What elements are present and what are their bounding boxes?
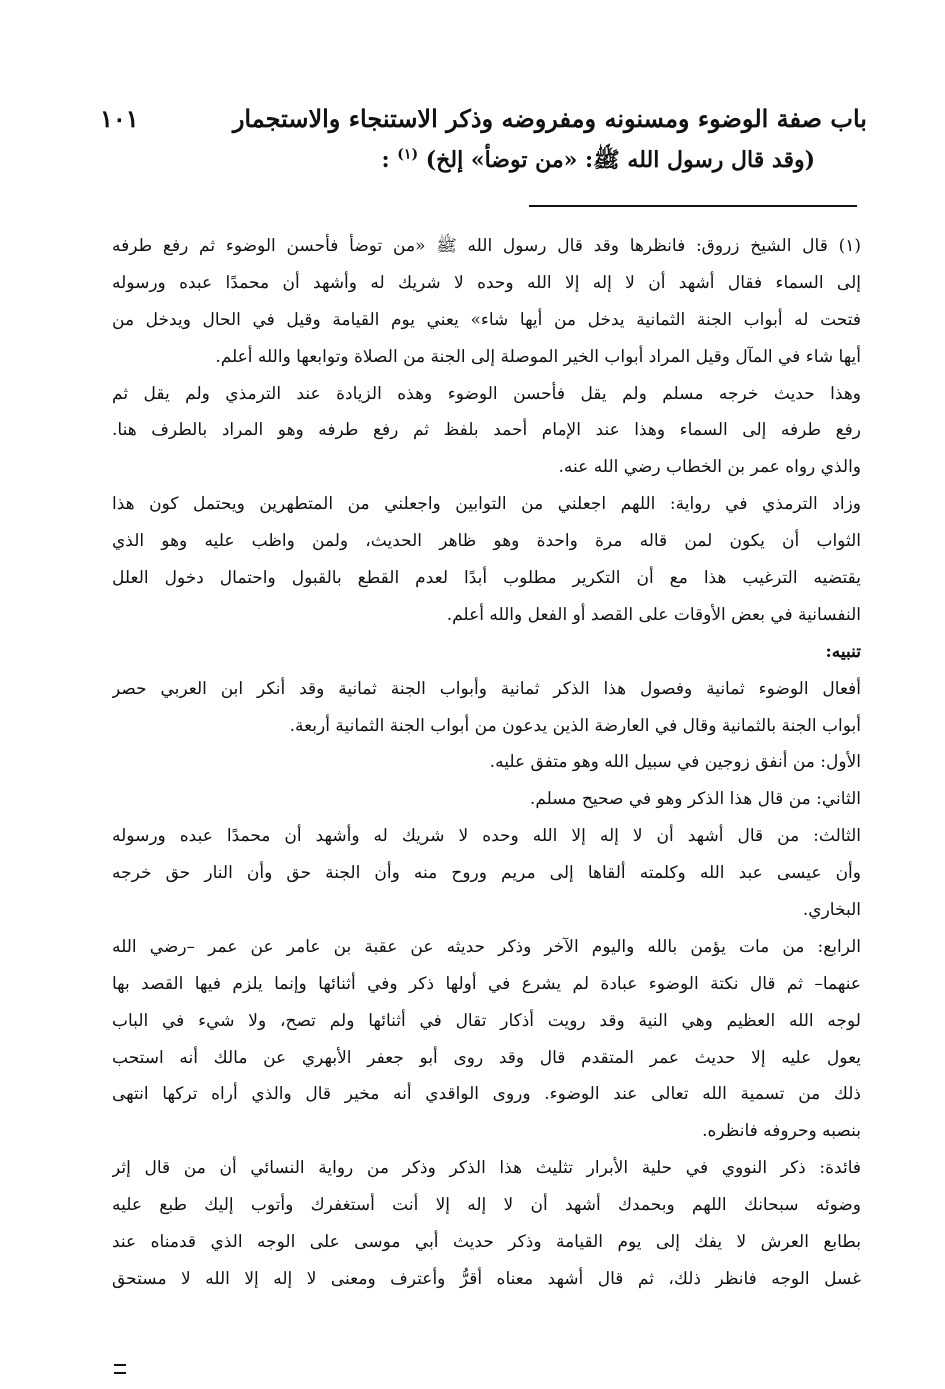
footnote-line: فتحت له أبواب الجنة الثمانية يدخل من أيها شاء» يعني يوم القيامة وقيل في الحال ويدخل من bbox=[112, 309, 861, 330]
footnote-line: ذلك من تسمية الله تعالى عند الوضوء. وروى الواقدي أنه مخير قال والذي أراه تركها انتهى bbox=[112, 1084, 861, 1105]
footnote-line: البخاري. bbox=[802, 900, 861, 921]
footnote-line: النفسانية في بعض الأوقات على القصد أو الفعل والله أعلم. bbox=[446, 604, 861, 625]
running-title: باب صفة الوضوء ومسنونه ومفروضه وذكر الاستنجاء والاستجمار bbox=[232, 103, 867, 133]
page-header bbox=[100, 98, 867, 138]
footnote-line: الثواب أن يكون لمن قاله مرة واحدة وهو ظاهر الحديث، ولمن واظب عليه وهو الذي bbox=[112, 531, 861, 552]
footnote-line: الثالث: من قال أشهد أن لا إله إلا الله وحده لا شريك له وأشهد أن محمدًا عبده ورسوله bbox=[112, 826, 861, 847]
footnote-line: (١) قال الشيخ زروق: فانظرها وقد قال رسول الله ﷺ «من توضأ فأحسن الوضوء ثم رفع طرفه bbox=[112, 236, 861, 256]
footnote-line: غسل الوجه فانظر ذلك، ثم قال أشهد معناه أقرُّ وأعترف ومعنى لا إله إلا الله لا مستحق bbox=[112, 1268, 861, 1289]
footnote-line: يعول عليه إلا حديث عمر المتقدم قال وقد روى أبو جعفر الأبهري عن مالك أنه استحب bbox=[112, 1047, 861, 1068]
footnote-line: إلى السماء فقال أشهد أن لا إله إلا الله وحده لا شريك له وأشهد أن محمدًا عبده ورسوله bbox=[112, 272, 861, 293]
footnote-line: وأن عيسى عبد الله وكلمته ألقاها إلى مريم وروح منه وأن الجنة حق وأن النار حق خرجه bbox=[112, 863, 861, 884]
footnote-line: أبواب الجنة بالثمانية وقال في العارضة الذين يدعون من أبواب الجنة الثمانية أربعة. bbox=[289, 715, 861, 736]
footnote-line: فائدة: ذكر النووي في حلية الأبرار تثليث هذا الذكر وذكر من رواية النسائي أن من قال إثر bbox=[112, 1158, 861, 1179]
footnote-line: وزاد الترمذي في رواية: اللهم اجعلني من التوابين واجعلني من المتطهرين ويحتمل كون هذا bbox=[112, 494, 861, 515]
footnote-line: أيها شاء في المآل وقيل المراد أبواب الخير الموصلة إلى الجنة من الصلاة وتوابعها والله أعلم. bbox=[215, 346, 861, 367]
footnote-line: لوجه الله العظيم وهي النية وقد رويت أذكار تقال في أثنائها ولم تصح، ولا شيء في الباب bbox=[112, 1010, 861, 1031]
intro-tail: : bbox=[381, 147, 390, 173]
footnote-line: رفع طرفه إلى السماء وهذا عند الإمام أحمد بلفظ ثم رفع طرفه وهو المراد بالطرف هنا. bbox=[112, 420, 861, 441]
footnote-line: الثاني: من قال هذا الذكر وهو في صحيح مسلم. bbox=[529, 789, 861, 810]
footnote-body bbox=[112, 228, 861, 1298]
footnote-line: يقتضيه الترغيب هذا مع أن التكرير مطلوب أبدًا لعدم القطع بالقبول واحتمال دخول العلل bbox=[112, 568, 861, 589]
footnote-line: عنهما– ثم قال نكتة الوضوء عبادة لم يشرع في أولها ذكر وفي أثنائها وإنما يلزم فيها القصد بها bbox=[112, 973, 861, 994]
footnote-line: بنصبه وحروفه فانظره. bbox=[702, 1121, 861, 1142]
footnote-line: والذي رواه عمر بن الخطاب رضي الله عنه. bbox=[558, 457, 861, 478]
continuation-mark bbox=[114, 1364, 126, 1374]
footnote-line: بطابع العرش لا يفك إلى يوم القيامة وذكر حديث أبي موسى على الوجه الذي قدمناه عند bbox=[112, 1232, 861, 1253]
page-number: ١٠١ bbox=[100, 103, 139, 133]
footnote-line: الرابع: من مات يؤمن بالله واليوم الآخر وذكر حديثه عن عقبة بن عامر عن عمر –رضي الله bbox=[112, 936, 861, 957]
intro-line bbox=[150, 146, 815, 178]
section-heading-tanbih: تنبيه: bbox=[825, 641, 861, 662]
footnote-divider bbox=[529, 205, 857, 207]
footnote-line: وهذا حديث خرجه مسلم ولم يقل فأحسن الوضوء وهذه الزيادة عند الترمذي ولم يقل ثم bbox=[112, 383, 861, 404]
footnote-line: الأول: من أنفق زوجين في سبيل الله وهو متفق عليه. bbox=[489, 752, 861, 773]
footnote-reference: (١) bbox=[397, 146, 419, 163]
intro-text: (وقد قال رسول الله ﷺ: «من توضأ» إلخ) bbox=[425, 147, 815, 173]
footnote-line: أفعال الوضوء ثمانية وفصول هذا الذكر ثمانية وأبواب الجنة ثمانية وقد أنكر ابن العربي حصر bbox=[112, 678, 861, 699]
footnote-line: وضوئه سبحانك اللهم وبحمدك أشهد أن لا إله إلا أنت أستغفرك وأتوب إليك طبع عليه bbox=[112, 1195, 861, 1216]
